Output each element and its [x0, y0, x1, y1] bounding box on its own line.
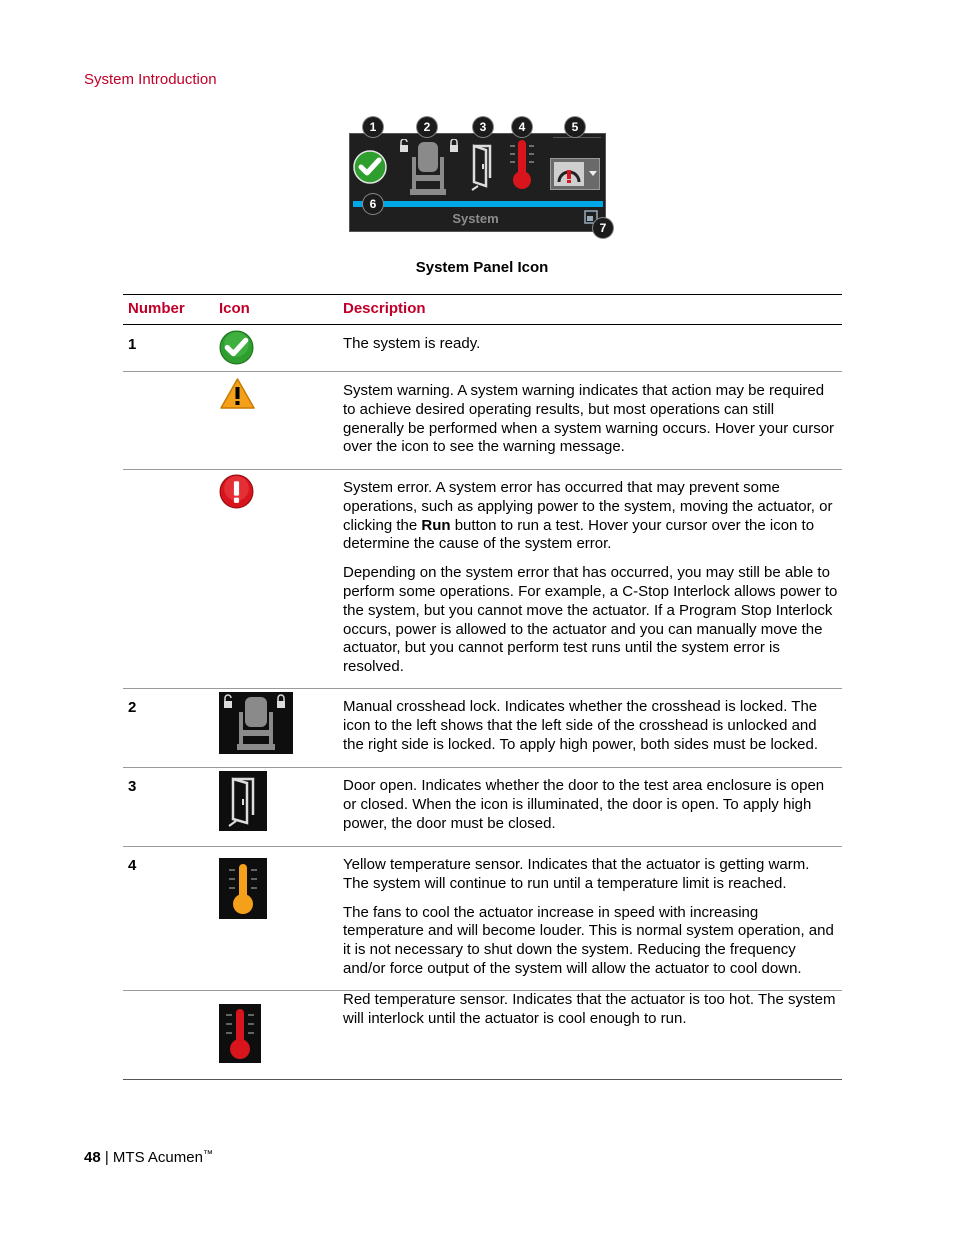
table-row [123, 470, 842, 689]
trademark: ™ [202, 1149, 213, 1160]
row-description: The system is ready. [343, 335, 481, 352]
door-open-icon [468, 142, 498, 192]
page-number: 48 [84, 1149, 101, 1166]
row-description: Yellow temperature sensor. Indicates that the actuator is getting warm. The system will continue to run until a temperature limit is reached. The fans to cool the actuator increase in speed with increasing temperature and will become louder. This is normal system operation, and it is not necessary to shut down the system. Reducing the frequency and/or force output of the system will allow the actuator to cool down. [343, 856, 834, 977]
status-slots [553, 137, 601, 150]
column-header-description: Description [343, 300, 426, 317]
status-bar [353, 201, 603, 207]
callout-2: 2 [417, 117, 437, 137]
red-thermometer-icon [219, 1004, 261, 1063]
crosshead-lock-icon [219, 692, 293, 754]
callout-7: 7 [593, 218, 613, 238]
door-open-icon [219, 771, 267, 831]
callout-3: 3 [473, 117, 493, 137]
table-row [123, 768, 842, 847]
system-panel-figure [349, 120, 607, 235]
row-description: Door open. Indicates whether the door to the test area enclosure is open or closed. When the icon is illuminated, the door is open. To apply high power, the door must be closed. [343, 777, 825, 832]
row-description: System warning. A system warning indicates that action may be required to achieve desired operating results, but most operations can still generally be performed when a system warning occurs. Hover your cursor over the icon to see the warning message. [343, 382, 835, 456]
callout-4: 4 [512, 117, 532, 137]
row-description: Manual crosshead lock. Indicates whether the crosshead is locked. The icon to the left shows that the left side of the crosshead is unlocked and the right side is locked. To apply high power, both sides must be locked. [343, 698, 818, 753]
gauge-button[interactable] [550, 158, 600, 190]
table-row [123, 991, 842, 1080]
table-row [123, 847, 842, 991]
table-row [123, 689, 842, 768]
icon-table [123, 294, 842, 1080]
section-header: System Introduction [84, 71, 217, 88]
row-number: 4 [128, 857, 137, 874]
row-number: 1 [128, 336, 137, 353]
run-button-label: Run [421, 516, 451, 534]
callout-6: 6 [363, 194, 383, 214]
red-error-icon [219, 474, 254, 509]
panel-label: System [452, 211, 499, 226]
page-footer: 48 | MTS Acumen™ [84, 1149, 213, 1166]
column-header-number: Number [128, 300, 185, 317]
callout-1: 1 [363, 117, 383, 137]
gauge-icon [554, 162, 584, 186]
warning-triangle-icon [219, 377, 256, 410]
green-check-icon [219, 330, 254, 365]
product-name: MTS Acumen [112, 1149, 203, 1166]
green-check-icon [353, 150, 387, 184]
table-row [123, 325, 842, 372]
row-number: 3 [128, 778, 137, 795]
yellow-thermometer-icon [219, 858, 267, 919]
row-number: 2 [128, 699, 137, 716]
door-open-tile [219, 771, 267, 831]
crosshead-lock-icon [398, 139, 460, 197]
table-row [123, 372, 842, 470]
row-description: System error. A system error has occurred that may prevent some operations, such as applying power to the system, moving the actuator, or clicking the Run button to run a test. Hover your cursor over the icon to determine the cause of the system error. Depending on the system error that has occurred, you may still be able to perform some operations. For example, a C-Stop Interlock allows power to the system, but you cannot move the actuator. If a Program Stop Interlock occurs, power is allowed to the actuator and you can manually move the actuator, but you cannot perform test runs until the system error is resolved. [343, 479, 838, 676]
red-thermometer-tile [219, 1004, 261, 1063]
figure-caption: System Panel Icon [415, 259, 549, 276]
system-panel [349, 133, 606, 232]
crosshead-lock-tile [219, 692, 293, 754]
yellow-thermometer-tile [219, 858, 267, 919]
callout-5: 5 [565, 117, 585, 137]
red-thermometer-icon [507, 138, 537, 192]
column-header-icon: Icon [219, 300, 250, 317]
table-header [123, 294, 842, 325]
chevron-down-icon [589, 171, 597, 177]
row-description: Red temperature sensor. Indicates that the actuator is too hot. The system will interlock until the actuator is cool enough to run. [343, 991, 836, 1027]
